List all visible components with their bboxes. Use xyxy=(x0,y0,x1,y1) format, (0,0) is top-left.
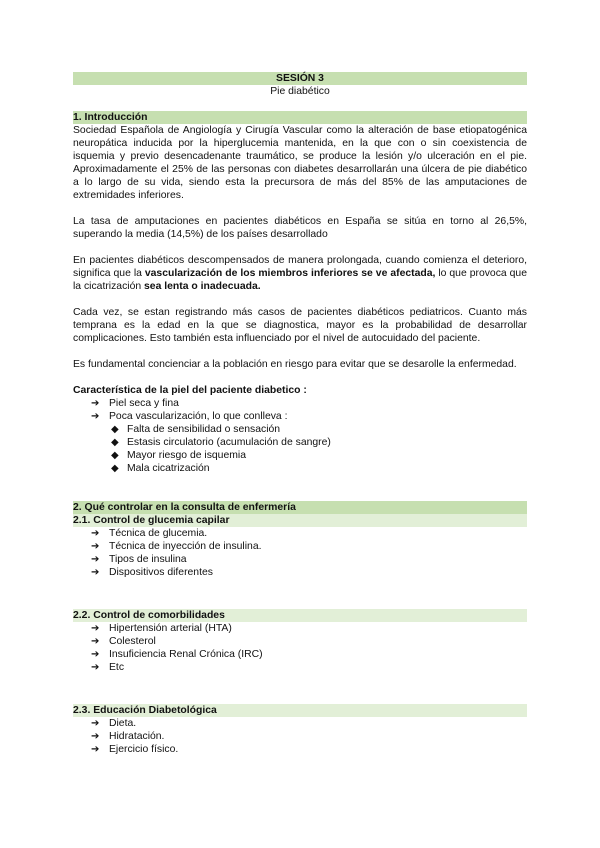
section22-heading: 2.2. Control de comorbilidades xyxy=(73,609,527,622)
list-item: ➔ Piel seca y fina xyxy=(91,397,527,410)
intro-paragraph-2: La tasa de amputaciones en pacientes diabéticos en España se sitúa en torno al 26,5%, superando la media (14,5%) de los países desarrollado xyxy=(73,216,527,240)
intro-paragraph-1: Sociedad Española de Angiología y Cirugía Vascular como la alteración de base etiopatogénica neuropática inducida por la hiperglucemia mantenida, en la que con o sin coexistencia de isquemia y previo desencadenante traumático, se produce la lesión y/o ulceración en el pie. Aproximadamente el 25% de las personas con diabetes desarrollarán una úlcera de pie diabético a lo largo de su vida, siendo esta la precursora de más del 85% de las amputaciones de extremidades inferiores. xyxy=(73,125,527,201)
list-item: ➔ Hidratación. xyxy=(91,730,527,743)
section21-list xyxy=(73,527,527,579)
section23-heading: 2.3. Educación Diabetológica xyxy=(73,704,527,717)
list-item: ➔ Dispositivos diferentes xyxy=(91,566,527,579)
intro-paragraph-3: En pacientes diabéticos descompensados de manera prolongada, cuando comienza el deterioro, significa que la vascularización de los miembros inferiores se ve afectada, lo que provoca que la cicatrización sea lenta o inadecuada. xyxy=(73,255,527,292)
skin-list xyxy=(73,397,527,423)
session-title: SESIÓN 3 xyxy=(73,72,527,85)
section2-heading: 2. Qué controlar en la consulta de enfermería xyxy=(73,501,527,514)
skin-sublist xyxy=(73,423,527,475)
section22-list xyxy=(73,622,527,674)
list-item: ◆ Mayor riesgo de isquemia xyxy=(111,449,527,462)
list-item: ➔ Etc xyxy=(91,661,527,674)
intro-paragraph-5: Es fundamental concienciar a la población en riesgo para evitar que se desarolle la enfermedad. xyxy=(73,359,517,370)
session-subtitle: Pie diabético xyxy=(270,86,330,97)
section23-list xyxy=(73,717,527,756)
list-item: ◆ Estasis circulatorio (acumulación de sangre) xyxy=(111,436,527,449)
list-item: ➔ Tipos de insulina xyxy=(91,553,527,566)
list-item: ➔ Poca vascularización, lo que conlleva : xyxy=(91,410,527,423)
list-item: ➔ Técnica de glucemia. xyxy=(91,527,527,540)
list-item: ➔ Insuficiencia Renal Crónica (IRC) xyxy=(91,648,527,661)
list-item: ➔ Ejercicio físico. xyxy=(91,743,527,756)
section21-heading: 2.1. Control de glucemia capilar xyxy=(73,514,527,527)
list-item: ◆ Mala cicatrización xyxy=(111,462,527,475)
list-item: ➔ Dieta. xyxy=(91,717,527,730)
list-item: ➔ Hipertensión arterial (HTA) xyxy=(91,622,527,635)
skin-heading: Característica de la piel del paciente diabetico : xyxy=(73,385,307,396)
list-item: ◆ Falta de sensibilidad o sensación xyxy=(111,423,527,436)
list-item: ➔ Colesterol xyxy=(91,635,527,648)
intro-heading: 1. Introducción xyxy=(73,111,527,124)
list-item: ➔ Técnica de inyección de insulina. xyxy=(91,540,527,553)
intro-paragraph-4: Cada vez, se estan registrando más casos de pacientes diabéticos pediatricos. Cuanto más temprana es la edad en la que se diagnostica, mayor es la probabilidad de desarrollar complicaciones. Esto también esta influenciado por el nivel de autocuidado del paciente. xyxy=(73,307,527,344)
document-page xyxy=(73,72,527,756)
